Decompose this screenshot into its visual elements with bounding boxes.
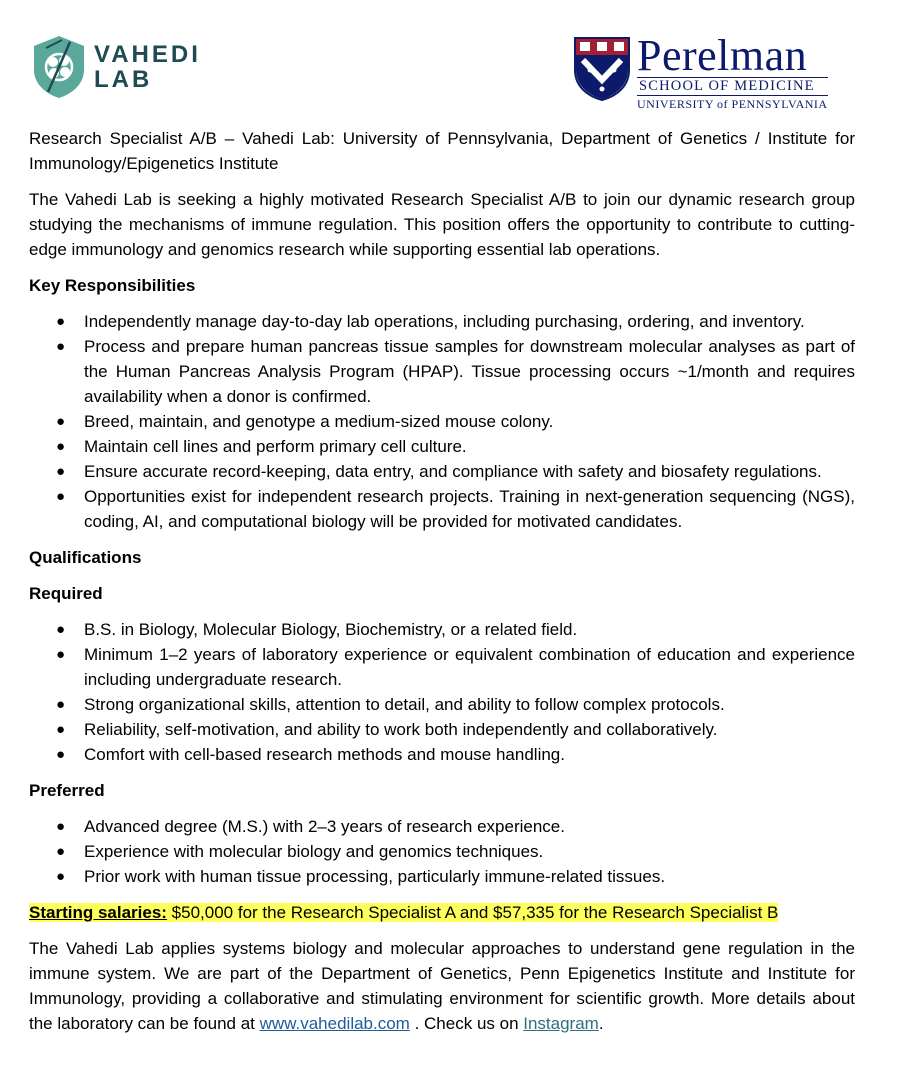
list-item-text: Opportunities exist for independent research projects. Training in next-generation sequencing (NGS), coding, AI, and computational biology will be provided for motivated candidates. <box>84 487 855 531</box>
closing-text-middle: . Check us on <box>409 1014 524 1033</box>
bullet-icon: ● <box>56 696 66 713</box>
document-body <box>29 126 855 1036</box>
salary-line <box>29 900 855 925</box>
list-item-text: B.S. in Biology, Molecular Biology, Biochemistry, or a related field. <box>84 620 578 639</box>
salary-highlight <box>29 903 778 922</box>
penn-school: SCHOOL OF MEDICINE <box>637 77 828 96</box>
bullet-icon: ● <box>56 621 66 638</box>
list-item-text: Comfort with cell-based research methods and mouse handling. <box>84 745 565 764</box>
lab-logo-line1: VAHEDI <box>94 41 201 68</box>
list-item <box>29 814 855 839</box>
preferred-heading: Preferred <box>29 781 105 800</box>
list-item <box>29 334 855 409</box>
closing-text: The Vahedi Lab applies systems biology and molecular approaches to understand gene regulation in the immune system. We are part of the Department of Genetics, Penn Epigenetics Institute and Institute for Immunology, providing a collaborative and stimulating environment for scientific growth. More details about the laboratory can be found at <box>29 939 855 1033</box>
bullet-icon: ● <box>56 646 66 663</box>
list-item <box>29 742 855 767</box>
list-item-text: Minimum 1–2 years of laboratory experience or equivalent combination of education and experience including undergraduate research. <box>84 645 855 689</box>
list-item <box>29 692 855 717</box>
preferred-list <box>29 814 855 889</box>
intro-paragraph: The Vahedi Lab is seeking a highly motivated Research Specialist A/B to join our dynamic research group studying the mechanisms of immune regulation. This position offers the opportunity to contribute to cutting-edge immunology and genomics research while supporting essential lab operations. <box>29 190 855 259</box>
required-heading: Required <box>29 584 103 603</box>
list-item-text: Strong organizational skills, attention to detail, and ability to follow complex protocols. <box>84 695 725 714</box>
list-item-text: Maintain cell lines and perform primary cell culture. <box>84 437 467 456</box>
list-item-text: Advanced degree (M.S.) with 2–3 years of research experience. <box>84 817 565 836</box>
vahedi-lab-logo <box>32 34 201 100</box>
list-item-text: Reliability, self-motivation, and ability to work both independently and collaboratively. <box>84 720 718 739</box>
list-item <box>29 409 855 434</box>
responsibilities-list <box>29 309 855 534</box>
bullet-icon: ● <box>56 868 66 885</box>
list-item-text: Independently manage day-to-day lab operations, including purchasing, ordering, and inventory. <box>84 312 805 331</box>
perelman-logo <box>573 31 828 113</box>
penn-name: Perelman <box>637 31 808 80</box>
closing-paragraph <box>29 936 855 1036</box>
salary-text: $50,000 for the Research Specialist A and $57,335 for the Research Specialist B <box>166 903 779 922</box>
bullet-icon: ● <box>56 313 66 330</box>
list-item <box>29 484 855 534</box>
list-item-text: Breed, maintain, and genotype a medium-sized mouse colony. <box>84 412 554 431</box>
list-item-text: Experience with molecular biology and genomics techniques. <box>84 842 544 861</box>
vahedi-lab-wordmark <box>94 42 201 92</box>
vahedi-shield-icon <box>32 34 86 100</box>
bullet-icon: ● <box>56 721 66 738</box>
list-item <box>29 642 855 692</box>
bullet-icon: ● <box>56 746 66 763</box>
responsibilities-heading: Key Responsibilities <box>29 276 196 295</box>
bullet-icon: ● <box>56 488 66 505</box>
list-item-text: Process and prepare human pancreas tissue samples for downstream molecular analyses as part of the Human Pancreas Analysis Program (HPAP). Tissue processing occurs ~1/month and requires availability when a donor is confirmed. <box>84 337 855 406</box>
bullet-icon: ● <box>56 843 66 860</box>
required-list <box>29 617 855 767</box>
bullet-icon: ● <box>56 463 66 480</box>
salary-label: Starting salaries: <box>29 903 167 922</box>
penn-shield-icon <box>573 36 631 102</box>
bullet-icon: ● <box>56 438 66 455</box>
list-item <box>29 434 855 459</box>
bullet-icon: ● <box>56 413 66 430</box>
list-item <box>29 839 855 864</box>
list-item-text: Prior work with human tissue processing, particularly immune-related tissues. <box>84 867 666 886</box>
list-item <box>29 309 855 334</box>
perelman-wordmark <box>637 31 828 113</box>
lab-logo-line2: LAB <box>94 66 153 93</box>
website-link[interactable]: www.vahedilab.com <box>259 1014 410 1033</box>
job-title: Research Specialist A/B – Vahedi Lab: University of Pennsylvania, Department of Genetics / Institute for Immunology/Epigenetics Institute <box>29 129 855 173</box>
closing-text-end: . <box>598 1014 604 1033</box>
penn-university: UNIVERSITY of PENNSYLVANIA <box>637 97 828 111</box>
list-item <box>29 459 855 484</box>
instagram-link[interactable]: Instagram <box>523 1014 599 1033</box>
bullet-icon: ● <box>56 818 66 835</box>
list-item <box>29 617 855 642</box>
list-item-text: Ensure accurate record-keeping, data entry, and compliance with safety and biosafety regulations. <box>84 462 822 481</box>
page-header <box>0 0 901 118</box>
list-item <box>29 717 855 742</box>
list-item <box>29 864 855 889</box>
bullet-icon: ● <box>56 338 66 355</box>
qualifications-heading: Qualifications <box>29 548 142 567</box>
